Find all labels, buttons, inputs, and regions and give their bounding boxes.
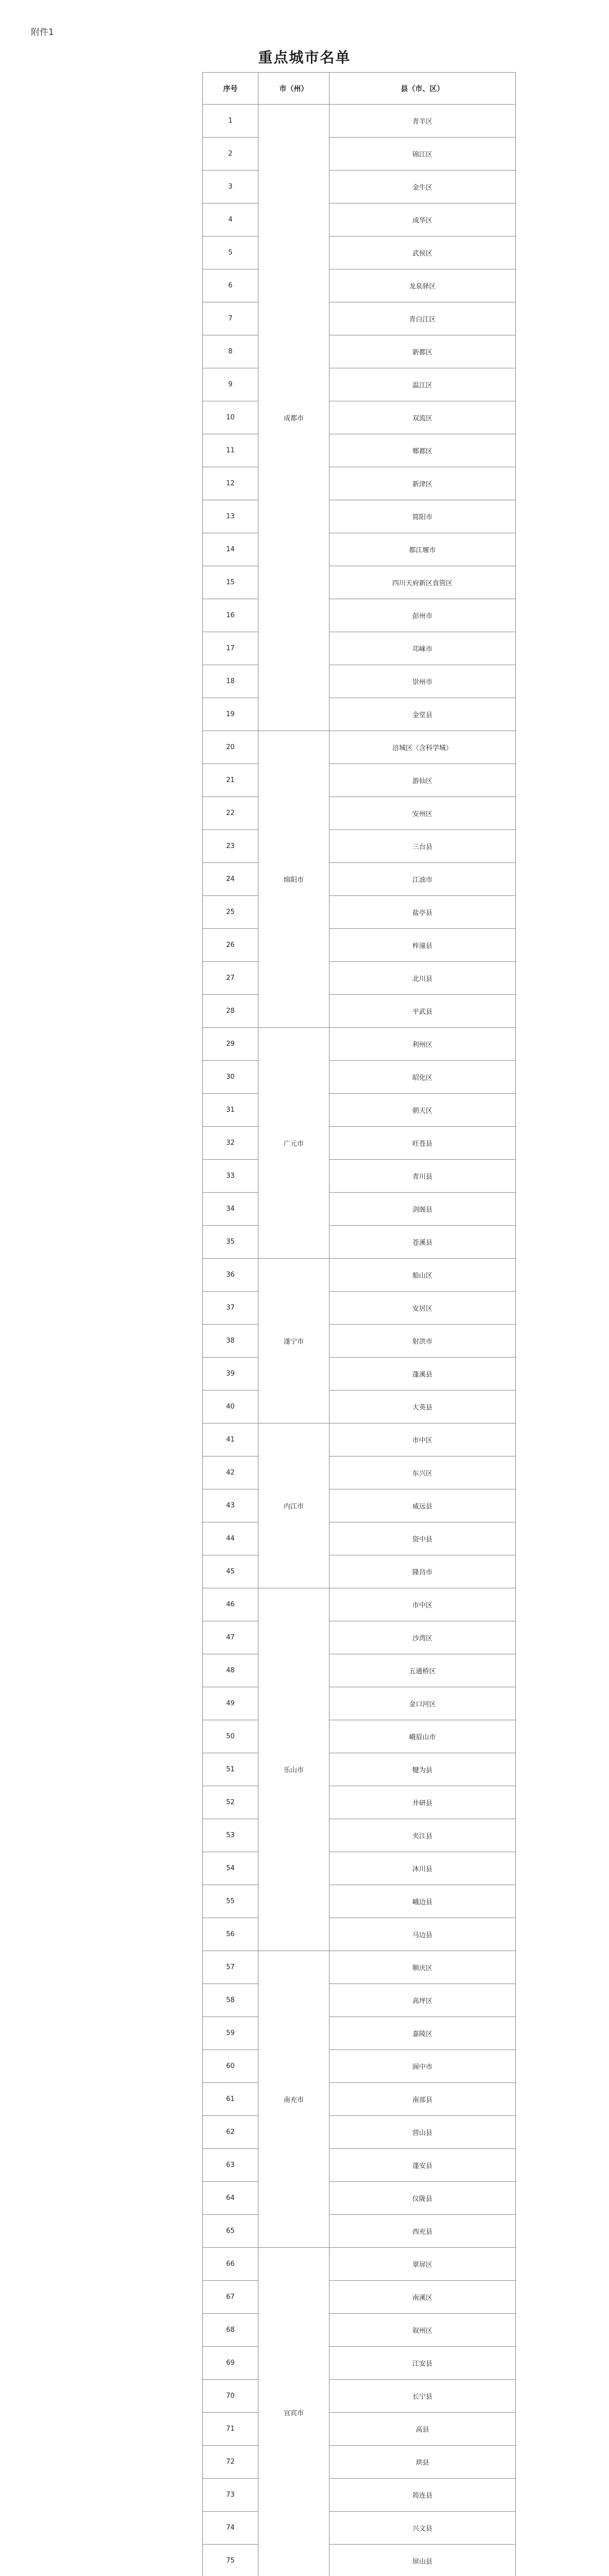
table-row (203, 1522, 516, 1555)
row-serial: 11 (203, 434, 258, 467)
county-name: 都江堰市 (329, 533, 516, 566)
table-row (203, 2149, 516, 2182)
table-header-row (203, 73, 516, 105)
county-name: 马边县 (329, 1918, 516, 1951)
table-row (203, 764, 516, 797)
city-name: 内江市 (258, 1423, 329, 1588)
table-row (203, 632, 516, 665)
county-name: 翠屏区 (329, 2248, 516, 2281)
row-serial: 28 (203, 995, 258, 1028)
row-serial: 36 (203, 1259, 258, 1292)
table-row (203, 566, 516, 599)
table-row (203, 1819, 516, 1852)
table-row (203, 2512, 516, 2545)
row-serial: 46 (203, 1588, 258, 1621)
row-serial: 24 (203, 863, 258, 896)
county-name: 五通桥区 (329, 1654, 516, 1687)
county-name: 犍为县 (329, 1753, 516, 1786)
row-serial: 43 (203, 1489, 258, 1522)
county-name: 安州区 (329, 797, 516, 830)
table-body (203, 105, 516, 2576)
row-serial: 60 (203, 2050, 258, 2083)
county-name: 涪城区（含科学城） (329, 731, 516, 764)
row-serial: 50 (203, 1720, 258, 1753)
county-name: 龙泉驿区 (329, 269, 516, 302)
row-serial: 13 (203, 500, 258, 533)
row-serial: 22 (203, 797, 258, 830)
county-name: 叙州区 (329, 2314, 516, 2347)
row-serial: 1 (203, 105, 258, 138)
county-name: 市中区 (329, 1423, 516, 1456)
county-name: 三台县 (329, 830, 516, 863)
row-serial: 16 (203, 599, 258, 632)
row-serial: 17 (203, 632, 258, 665)
county-name: 嘉陵区 (329, 2017, 516, 2050)
city-name: 绵阳市 (258, 731, 329, 1028)
row-serial: 65 (203, 2215, 258, 2248)
table-row (203, 599, 516, 632)
county-name: 金口河区 (329, 1687, 516, 1720)
county-name: 锦江区 (329, 138, 516, 171)
table-row (203, 1325, 516, 1358)
row-serial: 37 (203, 1292, 258, 1325)
annex-label: 附件1 (31, 27, 54, 38)
table-row (203, 2479, 516, 2512)
city-name: 乐山市 (258, 1588, 329, 1951)
row-serial: 49 (203, 1687, 258, 1720)
row-serial: 40 (203, 1391, 258, 1423)
table-row (203, 1885, 516, 1918)
county-name: 东兴区 (329, 1456, 516, 1489)
table-row (203, 1687, 516, 1720)
row-serial: 69 (203, 2347, 258, 2380)
row-serial: 29 (203, 1028, 258, 1061)
table-row (203, 2413, 516, 2446)
row-serial: 12 (203, 467, 258, 500)
county-name: 郫都区 (329, 434, 516, 467)
table-row (203, 1555, 516, 1588)
county-name: 旺苍县 (329, 1127, 516, 1160)
county-name: 顺庆区 (329, 1951, 516, 1984)
table-row (203, 896, 516, 929)
table-row (203, 2347, 516, 2380)
county-name: 朝天区 (329, 1094, 516, 1127)
table-row (203, 1588, 516, 1621)
county-name: 金堂县 (329, 698, 516, 731)
table-row (203, 2116, 516, 2149)
table-row (203, 302, 516, 335)
row-serial: 56 (203, 1918, 258, 1951)
table-row (203, 1226, 516, 1259)
row-serial: 53 (203, 1819, 258, 1852)
row-serial: 19 (203, 698, 258, 731)
county-name: 简阳市 (329, 500, 516, 533)
county-name: 屏山县 (329, 2545, 516, 2576)
row-serial: 72 (203, 2446, 258, 2479)
county-name: 营山县 (329, 2116, 516, 2149)
table-row (203, 105, 516, 138)
row-serial: 8 (203, 335, 258, 368)
row-serial: 3 (203, 171, 258, 204)
county-name: 蓬溪县 (329, 1358, 516, 1391)
table-row (203, 533, 516, 566)
row-serial: 35 (203, 1226, 258, 1259)
table-row (203, 1852, 516, 1885)
row-serial: 30 (203, 1061, 258, 1094)
page-title: 重点城市名单 (258, 49, 351, 66)
city-name: 成都市 (258, 105, 329, 731)
county-name: 盐亭县 (329, 896, 516, 929)
county-name: 南部县 (329, 2083, 516, 2116)
row-serial: 34 (203, 1193, 258, 1226)
row-serial: 74 (203, 2512, 258, 2545)
row-serial: 6 (203, 269, 258, 302)
row-serial: 47 (203, 1621, 258, 1654)
table-row (203, 401, 516, 434)
county-name: 新津区 (329, 467, 516, 500)
county-name: 高县 (329, 2413, 516, 2446)
county-name: 沐川县 (329, 1852, 516, 1885)
table-row (203, 236, 516, 269)
row-serial: 67 (203, 2281, 258, 2314)
row-serial: 7 (203, 302, 258, 335)
county-name: 邛崃市 (329, 632, 516, 665)
table-row (203, 1193, 516, 1226)
table-row (203, 2380, 516, 2413)
table-row (203, 1358, 516, 1391)
table-row (203, 335, 516, 368)
county-name: 剑阁县 (329, 1193, 516, 1226)
row-serial: 25 (203, 896, 258, 929)
county-name: 西充县 (329, 2215, 516, 2248)
table-row (203, 1753, 516, 1786)
table-row (203, 2215, 516, 2248)
county-name: 威远县 (329, 1489, 516, 1522)
table-row (203, 1984, 516, 2017)
county-name: 青羊区 (329, 105, 516, 138)
city-name: 宜宾市 (258, 2248, 329, 2576)
county-name: 隆昌市 (329, 1555, 516, 1588)
row-serial: 9 (203, 368, 258, 401)
county-name: 峨边县 (329, 1885, 516, 1918)
row-serial: 75 (203, 2545, 258, 2576)
table-row (203, 1654, 516, 1687)
table-row (203, 1786, 516, 1819)
table-row (203, 830, 516, 863)
table-row (203, 2050, 516, 2083)
row-serial: 73 (203, 2479, 258, 2512)
table-row (203, 797, 516, 830)
row-serial: 70 (203, 2380, 258, 2413)
row-serial: 71 (203, 2413, 258, 2446)
table-row (203, 1720, 516, 1753)
county-name: 武侯区 (329, 236, 516, 269)
county-name: 大英县 (329, 1391, 516, 1423)
table-row (203, 863, 516, 896)
county-name: 平武县 (329, 995, 516, 1028)
county-name: 北川县 (329, 962, 516, 995)
row-serial: 20 (203, 731, 258, 764)
row-serial: 2 (203, 138, 258, 171)
county-name: 四川天府新区直管区 (329, 566, 516, 599)
county-name: 市中区 (329, 1588, 516, 1621)
county-name: 昭化区 (329, 1061, 516, 1094)
table-row (203, 1259, 516, 1292)
city-name: 遂宁市 (258, 1259, 329, 1423)
row-serial: 45 (203, 1555, 258, 1588)
row-serial: 64 (203, 2182, 258, 2215)
table-row (203, 2182, 516, 2215)
county-name: 金牛区 (329, 171, 516, 204)
row-serial: 66 (203, 2248, 258, 2281)
table-row (203, 368, 516, 401)
table-row (203, 2083, 516, 2116)
header-serial: 序号 (203, 73, 258, 105)
table-row (203, 929, 516, 962)
table-row (203, 1094, 516, 1127)
county-name: 江油市 (329, 863, 516, 896)
county-name: 崇州市 (329, 665, 516, 698)
table-row (203, 698, 516, 731)
row-serial: 18 (203, 665, 258, 698)
row-serial: 51 (203, 1753, 258, 1786)
row-serial: 68 (203, 2314, 258, 2347)
header-city: 市（州） (258, 73, 329, 105)
city-list-table (202, 72, 516, 2576)
county-name: 青白江区 (329, 302, 516, 335)
row-serial: 5 (203, 236, 258, 269)
county-name: 苍溪县 (329, 1226, 516, 1259)
county-name: 筠连县 (329, 2479, 516, 2512)
county-name: 峨眉山市 (329, 1720, 516, 1753)
county-name: 阆中市 (329, 2050, 516, 2083)
table-row (203, 2017, 516, 2050)
county-name: 游仙区 (329, 764, 516, 797)
county-name: 蓬安县 (329, 2149, 516, 2182)
table-row (203, 1951, 516, 1984)
row-serial: 61 (203, 2083, 258, 2116)
row-serial: 52 (203, 1786, 258, 1819)
row-serial: 15 (203, 566, 258, 599)
table-row (203, 665, 516, 698)
table-row (203, 434, 516, 467)
header-county: 县（市、区） (329, 73, 516, 105)
row-serial: 57 (203, 1951, 258, 1984)
county-name: 兴文县 (329, 2512, 516, 2545)
table-row (203, 138, 516, 171)
row-serial: 54 (203, 1852, 258, 1885)
table-row (203, 1292, 516, 1325)
row-serial: 31 (203, 1094, 258, 1127)
county-name: 南溪区 (329, 2281, 516, 2314)
table-row (203, 1456, 516, 1489)
table-row (203, 995, 516, 1028)
row-serial: 62 (203, 2116, 258, 2149)
county-name: 井研县 (329, 1786, 516, 1819)
county-name: 安居区 (329, 1292, 516, 1325)
table-row (203, 204, 516, 236)
row-serial: 23 (203, 830, 258, 863)
row-serial: 26 (203, 929, 258, 962)
row-serial: 32 (203, 1127, 258, 1160)
row-serial: 59 (203, 2017, 258, 2050)
table-row (203, 2281, 516, 2314)
table-row (203, 1423, 516, 1456)
row-serial: 48 (203, 1654, 258, 1687)
county-name: 成华区 (329, 204, 516, 236)
county-name: 温江区 (329, 368, 516, 401)
row-serial: 41 (203, 1423, 258, 1456)
county-name: 夹江县 (329, 1819, 516, 1852)
table-row (203, 1621, 516, 1654)
table-row (203, 1918, 516, 1951)
table-row (203, 1028, 516, 1061)
table-row (203, 171, 516, 204)
table-row (203, 467, 516, 500)
county-name: 梓潼县 (329, 929, 516, 962)
table-row (203, 1489, 516, 1522)
county-name: 江安县 (329, 2347, 516, 2380)
row-serial: 33 (203, 1160, 258, 1193)
table-row (203, 1391, 516, 1423)
county-name: 青川县 (329, 1160, 516, 1193)
row-serial: 39 (203, 1358, 258, 1391)
county-name: 仪陇县 (329, 2182, 516, 2215)
table-row (203, 2446, 516, 2479)
county-name: 长宁县 (329, 2380, 516, 2413)
row-serial: 38 (203, 1325, 258, 1358)
row-serial: 14 (203, 533, 258, 566)
county-name: 彭州市 (329, 599, 516, 632)
table-row (203, 962, 516, 995)
table-row (203, 500, 516, 533)
table-row (203, 1127, 516, 1160)
row-serial: 63 (203, 2149, 258, 2182)
county-name: 利州区 (329, 1028, 516, 1061)
row-serial: 10 (203, 401, 258, 434)
table-row (203, 731, 516, 764)
county-name: 沙湾区 (329, 1621, 516, 1654)
table-row (203, 1061, 516, 1094)
city-name: 南充市 (258, 1951, 329, 2248)
county-name: 高坪区 (329, 1984, 516, 2017)
county-name: 新都区 (329, 335, 516, 368)
county-name: 船山区 (329, 1259, 516, 1292)
row-serial: 42 (203, 1456, 258, 1489)
county-name: 资中县 (329, 1522, 516, 1555)
table-row (203, 1160, 516, 1193)
row-serial: 44 (203, 1522, 258, 1555)
table-row (203, 269, 516, 302)
row-serial: 21 (203, 764, 258, 797)
city-name: 广元市 (258, 1028, 329, 1259)
table-row (203, 2314, 516, 2347)
county-name: 射洪市 (329, 1325, 516, 1358)
table-row (203, 2248, 516, 2281)
row-serial: 4 (203, 204, 258, 236)
county-name: 珙县 (329, 2446, 516, 2479)
row-serial: 55 (203, 1885, 258, 1918)
row-serial: 58 (203, 1984, 258, 2017)
table-row (203, 2545, 516, 2576)
row-serial: 27 (203, 962, 258, 995)
county-name: 双流区 (329, 401, 516, 434)
